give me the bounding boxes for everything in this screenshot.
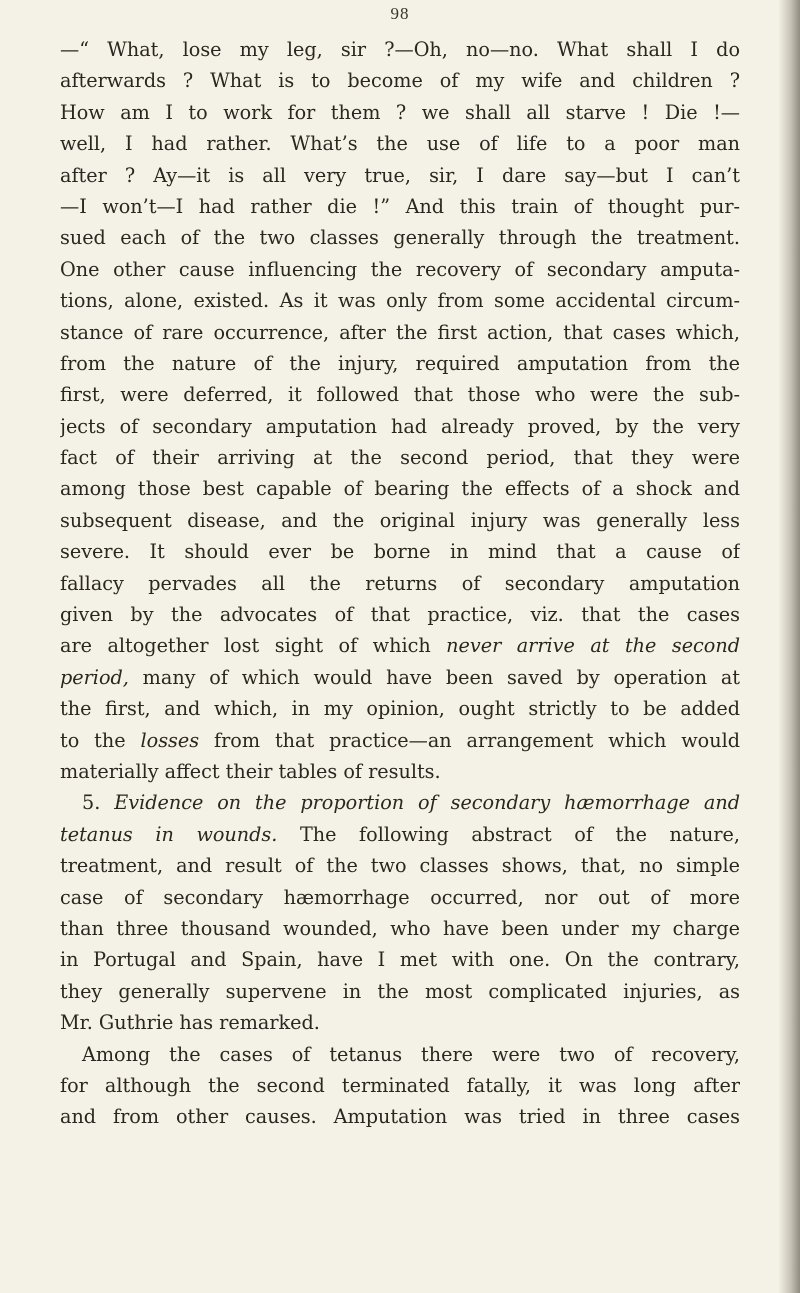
text-line: Mr. Guthrie has remarked.: [60, 1011, 320, 1035]
text-line: [60, 630, 740, 661]
text-line: fact of their arriving at the second period, that they were: [60, 446, 740, 470]
text-line: in Portugal and Spain, have I met with one. On the contrary,: [60, 948, 740, 972]
italic-phrase: never arrive at the second: [446, 634, 740, 658]
section-number: 5.: [82, 791, 115, 815]
text-line: —I won’t—I had rather die !” And this train of thought pur-: [60, 194, 740, 218]
text-line: severe. It should ever be borne in mind that a cause of: [60, 540, 740, 564]
body-text: [60, 34, 740, 1133]
text-line: One other cause influencing the recovery of secondary amputa-: [60, 257, 740, 281]
text-line: they generally supervene in the most complicated injuries, as: [60, 979, 740, 1003]
section-title-continued: tetanus in wounds.: [60, 822, 278, 846]
text-run: to the: [60, 728, 141, 752]
section-title: Evidence on the proportion of secondary hæmorrhage and: [114, 791, 740, 815]
text-line: among those best capable of bearing the effects of a shock and: [60, 477, 740, 501]
text-line: from the nature of the injury, required amputation from the: [60, 351, 740, 375]
text-line: [60, 662, 740, 693]
page-edge-shadow: [778, 0, 800, 1293]
text-line: materially affect their tables of results.: [60, 759, 441, 783]
text-line: well, I had rather. What’s the use of life to a poor man: [60, 132, 740, 156]
text-line: given by the advocates of that practice, viz. that the cases: [60, 603, 740, 627]
page-number: 98: [390, 4, 410, 23]
text-line: fallacy pervades all the returns of secondary amputation: [60, 571, 740, 595]
italic-word: losses: [140, 728, 200, 752]
text-line: and from other causes. Amputation was tried in three cases: [60, 1105, 740, 1129]
text-line: —“ What, lose my leg, sir ?—Oh, no—no. What shall I do: [60, 38, 740, 61]
section-heading-line: [60, 787, 740, 818]
text-run: The following abstract of the nature,: [277, 822, 740, 846]
text-line: tions, alone, existed. As it was only from some accidental circum-: [60, 289, 740, 313]
text-line: afterwards ? What is to become of my wife and children ?: [60, 69, 740, 93]
text-line: Among the cases of tetanus there were two of recovery,: [82, 1042, 740, 1066]
text-run: are altogether lost sight of which: [60, 634, 447, 658]
text-line: first, were deferred, it followed that those who were the sub-: [60, 383, 740, 407]
text-line: than three thousand wounded, who have been under my charge: [60, 916, 740, 940]
text-line: How am I to work for them ? we shall all starve ! Die !—: [60, 100, 740, 124]
text-line: the first, and which, in my opinion, ought strictly to be added: [60, 697, 740, 721]
text-line: sued each of the two classes generally through the treatment.: [60, 226, 740, 250]
text-line: after ? Ay—it is all very true, sir, I dare say—but I can’t: [60, 163, 740, 187]
text-line: for although the second terminated fatally, it was long after: [60, 1073, 740, 1097]
text-line: [60, 725, 740, 756]
text-line: stance of rare occurrence, after the first action, that cases which,: [60, 320, 740, 344]
text-line: case of secondary hæmorrhage occurred, nor out of more: [60, 885, 740, 909]
text-line: jects of secondary amputation had already proved, by the very: [60, 414, 740, 438]
text-line: [60, 819, 740, 850]
text-line: subsequent disease, and the original injury was generally less: [60, 508, 740, 532]
text-run: many of which would have been saved by operation at: [128, 665, 740, 689]
text-line: treatment, and result of the two classes shows, that, no simple: [60, 854, 740, 878]
italic-phrase: period,: [60, 665, 129, 689]
text-run: from that practice—an arrangement which would: [199, 728, 740, 752]
